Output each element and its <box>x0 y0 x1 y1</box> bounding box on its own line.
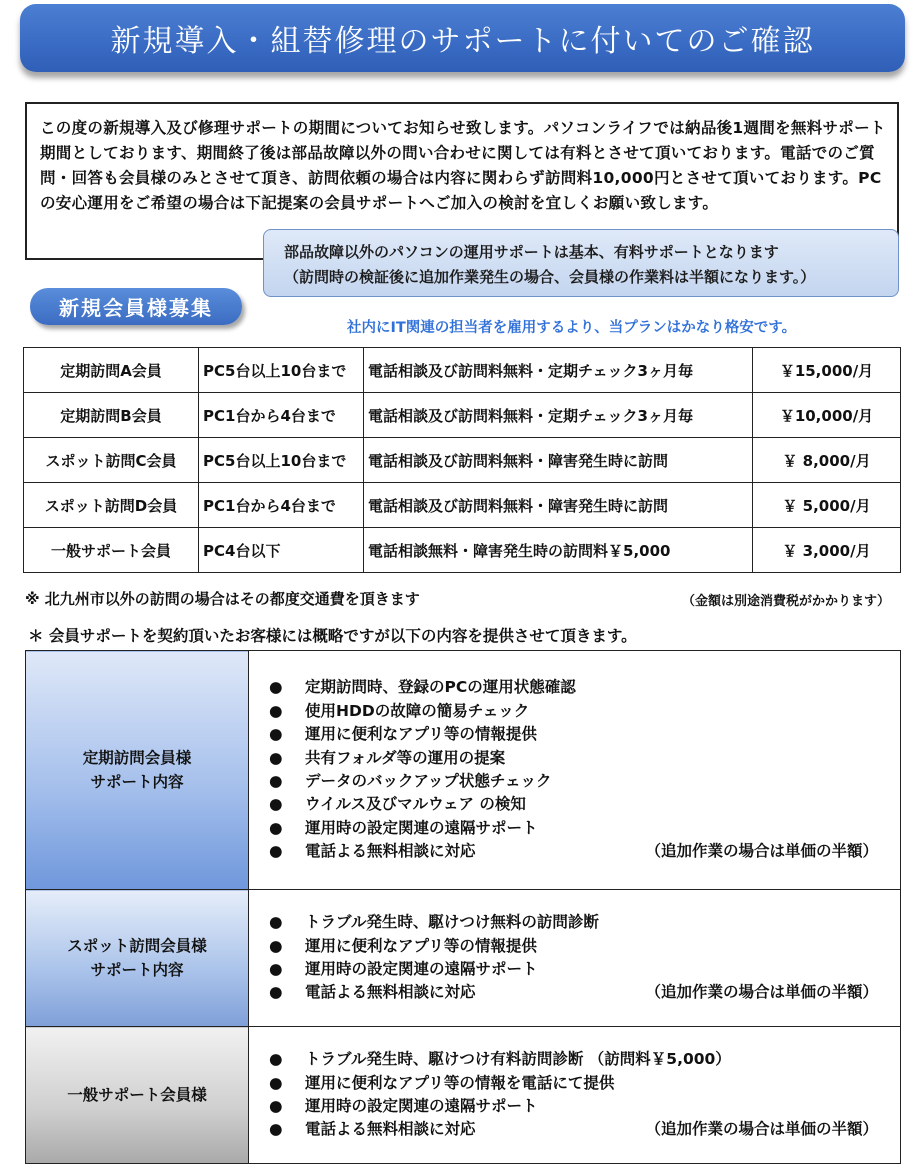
list-item <box>269 747 900 770</box>
plan-details: 電話相談及び訪問料無料・定期チェック3ヶ月毎 <box>364 393 753 438</box>
support-group-row <box>26 651 901 890</box>
plan-details: 電話相談及び訪問料無料・定期チェック3ヶ月毎 <box>364 348 753 393</box>
plan-name: 定期訪問A会員 <box>24 348 199 393</box>
support-item-text: 電話よる無料相談に対応 <box>305 1120 476 1139</box>
plan-price: ￥ 5,000/月 <box>753 483 901 528</box>
bullet-icon: ● <box>269 1073 283 1092</box>
support-group-body <box>249 1027 901 1164</box>
bullet-icon: ● <box>269 725 283 744</box>
plan-pcs: PC1台から4台まで <box>199 393 364 438</box>
bullet-icon: ● <box>269 1050 283 1069</box>
bullet-icon: ● <box>269 913 283 932</box>
plan-name: スポット訪問C会員 <box>24 438 199 483</box>
bullet-icon: ● <box>269 748 283 767</box>
list-item <box>269 723 900 746</box>
half-price-note: （追加作業の場合は単価の半額） <box>645 983 878 1002</box>
support-item-text: 使用HDDの故障の簡易チェック <box>305 701 530 720</box>
support-item-text: ウイルス及びマルウェア の検知 <box>305 795 526 814</box>
travel-fee-note: ※ 北九州市以外の訪問の場合はその都度交通費を頂きます <box>25 590 420 608</box>
list-item <box>269 958 900 981</box>
plan-pcs: PC4台以下 <box>199 528 364 573</box>
support-item-text: トラブル発生時、駆けつけ無料の訪問診断 <box>305 913 599 932</box>
tax-note: （金額は別途消費税がかかります） <box>682 594 891 609</box>
support-item-text: 運用に便利なアプリ等の情報を電話にて提供 <box>305 1073 615 1092</box>
plan-price: ￥15,000/月 <box>753 348 901 393</box>
support-item-text: 運用時の設定関連の遠隔サポート <box>305 818 538 837</box>
plan-name: スポット訪問D会員 <box>24 483 199 528</box>
list-item <box>269 1118 900 1141</box>
list-item <box>269 935 900 958</box>
table-row <box>24 528 901 573</box>
list-item <box>269 817 900 840</box>
callout-box <box>263 229 899 297</box>
plan-pcs: PC1台から4台まで <box>199 483 364 528</box>
support-group-header <box>26 890 249 1027</box>
title-banner <box>20 4 905 72</box>
plan-details: 電話相談無料・障害発生時の訪問料￥5,000 <box>364 528 753 573</box>
list-item <box>269 911 900 934</box>
bullet-icon: ● <box>269 960 283 978</box>
support-item-text: データのバックアップ状態チェック <box>305 772 552 790</box>
half-price-note: （追加作業の場合は単価の半額） <box>645 842 878 861</box>
list-item <box>269 1095 900 1118</box>
promo-note: 社内にIT関連の担当者を雇用するより、当プランはかなり格安です。 <box>347 320 797 336</box>
half-price-note: （追加作業の場合は単価の半額） <box>645 1120 878 1139</box>
bullet-icon: ● <box>269 818 283 837</box>
support-group-row <box>26 1027 901 1164</box>
support-group-title: スポット訪問会員様 <box>67 937 207 955</box>
bullet-icon: ● <box>269 772 283 790</box>
support-group-header <box>26 1027 249 1164</box>
bullet-icon: ● <box>269 678 283 697</box>
support-group-body <box>249 651 901 890</box>
list-item <box>269 981 900 1004</box>
list-item <box>269 1048 900 1071</box>
bullet-icon: ● <box>269 936 283 955</box>
support-item-text: トラブル発生時、駆けつけ有料訪問診断 （訪問料￥5,000） <box>305 1050 731 1069</box>
plan-name: 一般サポート会員 <box>24 528 199 573</box>
support-item-text: 運用時の設定関連の遠隔サポート <box>305 960 538 978</box>
table-row <box>24 393 901 438</box>
provide-note: ＊ 会員サポートを契約頂いたお客様には概略ですが以下の内容を提供させて頂きます。 <box>28 627 637 645</box>
support-item-text: 運用時の設定関連の遠隔サポート <box>305 1097 538 1115</box>
bullet-icon: ● <box>269 842 283 861</box>
plan-details: 電話相談及び訪問料無料・障害発生時に訪問 <box>364 483 753 528</box>
callout-line-2: （訪問時の検証後に追加作業発生の場合、会員様の作業料は半額になります。） <box>284 268 816 286</box>
list-item <box>269 793 900 816</box>
bullet-icon: ● <box>269 795 283 814</box>
member-recruit-tab: 新規会員様募集 <box>30 288 242 325</box>
bullet-icon: ● <box>269 1097 283 1115</box>
bullet-icon: ● <box>269 983 283 1002</box>
plan-name: 定期訪問B会員 <box>24 393 199 438</box>
plan-price: ￥ 8,000/月 <box>753 438 901 483</box>
support-item-text: 電話よる無料相談に対応 <box>305 983 476 1002</box>
support-item-text: 運用に便利なアプリ等の情報提供 <box>305 936 537 955</box>
support-item-text: 運用に便利なアプリ等の情報提供 <box>305 725 537 744</box>
page-title: 新規導入・組替修理のサポートに付いてのご確認 <box>110 24 815 59</box>
table-row <box>24 348 901 393</box>
list-item <box>269 840 900 863</box>
support-group-header <box>26 651 249 890</box>
plan-pcs: PC5台以上10台まで <box>199 348 364 393</box>
list-item <box>269 1072 900 1095</box>
plan-details: 電話相談及び訪問料無料・障害発生時に訪問 <box>364 438 753 483</box>
table-row <box>24 483 901 528</box>
list-item <box>269 676 900 699</box>
support-group-title: 一般サポート会員様 <box>67 1086 207 1104</box>
support-item-text: 電話よる無料相談に対応 <box>305 842 476 861</box>
plan-price: ￥ 3,000/月 <box>753 528 901 573</box>
support-group-body <box>249 890 901 1027</box>
support-group-title: 定期訪問会員様 <box>82 749 192 767</box>
pricing-table <box>23 347 901 573</box>
support-item-text: 定期訪問時、登録のPCの運用状態確認 <box>305 678 576 697</box>
support-content-table <box>25 650 901 1164</box>
plan-pcs: PC5台以上10台まで <box>199 438 364 483</box>
support-item-text: 共有フォルダ等の運用の提案 <box>305 748 506 767</box>
bullet-icon: ● <box>269 1120 283 1139</box>
table-row <box>24 438 901 483</box>
list-item <box>269 700 900 723</box>
callout-line-1: 部品故障以外のパソコンの運用サポートは基本、有料サポートとなります <box>284 243 779 261</box>
support-group-subtitle: サポート内容 <box>90 773 184 791</box>
plan-price: ￥10,000/月 <box>753 393 901 438</box>
support-group-subtitle: サポート内容 <box>90 961 184 979</box>
list-item <box>269 770 900 793</box>
intro-text: この度の新規導入及び修理サポートの期間についてお知らせ致します。パソコンライフでは納品後1週間を無料サポート期間としております、期間終了後は部品故障以外の問い合わせに関しては有料とさせて頂いております。電話でのご質問・回答も会員様のみとさせて頂き、訪問依頼の場合は内容に関わらず訪問料10,000円とさせて頂いております。PCの安心運用をご希望の場合は下記提案の会員サポートへご加入の検討を宜しくお願い致します。 <box>40 119 886 212</box>
support-group-row <box>26 890 901 1027</box>
bullet-icon: ● <box>269 701 283 720</box>
